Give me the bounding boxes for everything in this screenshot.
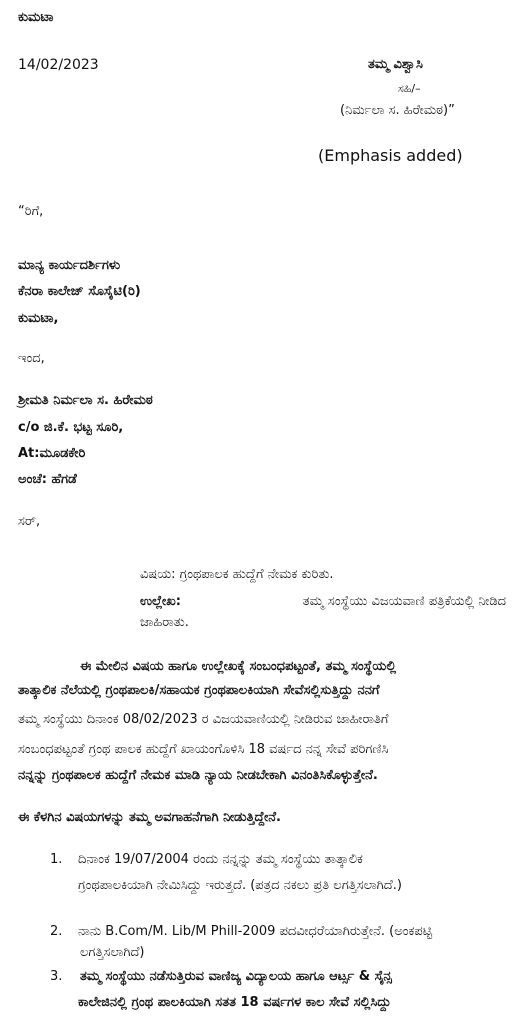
sender-line: c/o ಜಿ.ಕೆ. ಭಟ್ಟ ಸೂರಿ, <box>18 420 124 435</box>
list-item-line: ನಾನು B.Com/M. Lib/M Phill-2009 ಪದವೀಧರೆಯಾಗಿರುತ್ತೇನೆ. (ಅಂಕಪಟ್ಟಿ <box>78 924 433 939</box>
list-item-line: ದಿನಾಂಕ 19/07/2004 ರಂದು ನನ್ನನ್ನು ತಮ್ಮ ಸಂಸ್ಥೆಯು ತಾತ್ಕಾಲಿಕ <box>78 852 363 867</box>
sender-line: At:ಮೂಡಕೇರಿ <box>18 446 86 461</box>
body-line: ತಮ್ಮ ಸಂಸ್ಥೆಯು ದಿನಾಂಕ 08/02/2023 ರ ವಿಜಯವಾಣಿಯಲ್ಲಿ ನೀಡಿರುವ ಜಾಹೀರಾತಿಗೆ <box>18 712 389 727</box>
recipient-line: ಕುಮಟಾ, <box>18 311 59 326</box>
from-label: ಇಂದ, <box>18 351 45 366</box>
signed-mark: ಸಹಿ/– <box>398 82 421 95</box>
sender-line: ಅಂಚೆ: ಹೆಗಡೆ <box>18 472 77 487</box>
reference-label: ಉಲ್ಲೇಖ: <box>140 594 181 609</box>
body-line: ತಾತ್ಕಾಲಿಕ ನೆಲೆಯಲ್ಲಿ ಗ್ರಂಥಪಾಲಕಿ/ಸಹಾಯಕ ಗ್ರಂಥಪಾಲಕಿಯಾಗಿ ಸೇವೆಸಲ್ಲಿಸುತ್ತಿದ್ದು ನನಗೆ <box>18 683 380 698</box>
place-name: ಕುಮಟಾ <box>18 10 54 25</box>
sender-line: ಶ್ರೀಮತಿ ನಿರ್ಮಲಾ ಸ. ಹಿರೇಮಠ <box>18 393 153 408</box>
list-intro: ಈ ಕೆಳಗಿನ ವಿಷಯಗಳನ್ನು ತಮ್ಮ ಅವಗಾಹನೆಗಾಗಿ ನೀಡುತ್ತಿದ್ದೇನೆ. <box>18 810 281 825</box>
body-line <box>80 659 506 674</box>
body-line-text: ಈ ಮೇಲಿನ ವಿಷಯ ಹಾಗೂ ಉಲ್ಲೇಖಕ್ಕೆ ಸಂಬಂಧಪಟ್ಟಂತೆ, ತಮ್ಮ ಸಂಸ್ಥೆಯಲ್ಲಿ <box>80 659 397 674</box>
list-item-line: ತಮ್ಮ ಸಂಸ್ಥೆಯು ನಡೆಸುತ್ತಿರುವ ವಾಣಿಜ್ಯ ವಿದ್ಯಾಲಯ ಹಾಗೂ ಆರ್ಟ್ಸ & ಸೈನ್ಸ <box>80 969 392 984</box>
recipient-line: ಕೆನರಾ ಕಾಲೇಜ್ ಸೊಸೈಟಿ(ರಿ) <box>18 284 141 299</box>
subject-text: ಗ್ರಂಥಪಾಲಕ ಹುದ್ದೆಗೆ ನೇಮಕ ಕುರಿತು. <box>179 567 334 582</box>
list-item-number: 1. <box>50 852 63 867</box>
closing-line: ತಮ್ಮ ವಿಶ್ವಾಸಿ <box>368 57 423 72</box>
subject-line <box>140 567 334 582</box>
salutation: ಸರ್, <box>18 514 41 529</box>
list-item-number: 2. <box>50 924 63 939</box>
signatory-name: (ನಿರ್ಮಲಾ ಸ. ಹಿರೇಮಠ)” <box>340 103 455 118</box>
list-item-line: ಲಗತ್ತಿಸಲಾಗಿದೆ) <box>80 945 145 960</box>
list-item-line: ಕಾಲೇಜಿನಲ್ಲಿ ಗ್ರಂಥ ಪಾಲಕಿಯಾಗಿ ಸತತ 18 ವರ್ಷಗಳ ಕಾಲ ಸೇವೆ ಸಲ್ಲಿಸಿದ್ದು <box>78 995 391 1010</box>
recipient-line: ಮಾನ್ಯ ಕಾರ್ಯದರ್ಶಿಗಳು <box>18 258 121 273</box>
body-line: ನನ್ನನ್ನು ಗ್ರಂಥಪಾಲಕ ಹುದ್ದೆಗೆ ನೇಮಕ ಮಾಡಿ ನ್ಯಾಯ ನೀಡಬೇಕಾಗಿ ವಿನಂತಿಸಿಕೊಳ್ಳುತ್ತೇನೆ. <box>18 768 378 783</box>
reference-text-cont: ಜಾಹಿರಾತು. <box>140 615 189 630</box>
body-line: ಸಂಬಂಧಪಟ್ಟಂತೆ ಗ್ರಂಥ ಪಾಲಕ ಹುದ್ದೆಗೆ ಖಾಯಂಗೊಳಿಸಿ 18 ವರ್ಷದ ನನ್ನ ಸೇವೆ ಪರಿಗಣಿಸಿ <box>18 742 389 757</box>
list-item-number: 3. <box>50 969 63 984</box>
to-label: “ರಿಗೆ, <box>18 204 44 219</box>
emphasis-note: (Emphasis added) <box>318 146 463 165</box>
reference-text: ತಮ್ಮ ಸಂಸ್ಥೆಯು ವಿಜಯವಾಣಿ ಪತ್ರಿಕೆಯಲ್ಲಿ ನೀಡಿದ <box>302 594 506 609</box>
list-item-line: ಗ್ರಂಥಪಾಲಕಿಯಾಗಿ ನೇಮಿಸಿದ್ದು ಇರುತ್ತದೆ. (ಪತ್ರದ ನಕಲು ಪ್ರತಿ ಲಗತ್ತಿಸಲಾಗಿದೆ.) <box>78 878 402 893</box>
letter-date: 14/02/2023 <box>18 57 99 73</box>
reference-line <box>140 594 506 609</box>
subject-label: ವಿಷಯ: <box>140 567 176 582</box>
